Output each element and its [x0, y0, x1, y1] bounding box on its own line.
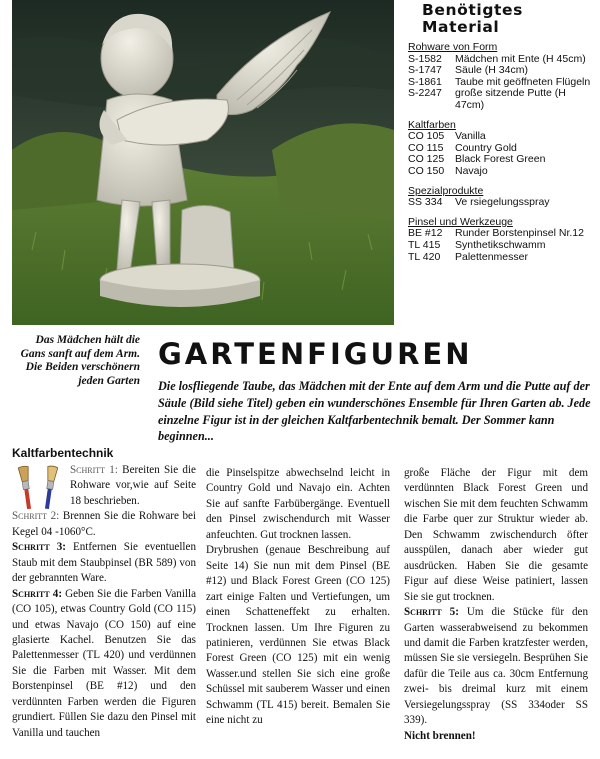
- material-item: S-1861 Taube mit geöffneten Flügeln: [408, 75, 591, 88]
- step-5: Schritt 5: Um die Stücke für den Garten wasserabweisend zu bekommen und damit die Farben kratzfester werden, müssen Sie sie versiegeln. Besprühen Sie dafür die Teile aus ca. 30cm Entfernung zwei- bis dreimal kurz mit einem Versiegelungsspray (SS 334oder SS 339).: [404, 606, 588, 727]
- material-item: BE #12 Runder Borstenpinsel Nr.12: [408, 227, 584, 240]
- material-item: S-1582 Mädchen mit Ente (H 45cm): [408, 52, 586, 65]
- closing-note: Nicht brennen!: [404, 729, 476, 742]
- step-3: Schritt 3: Entfernen Sie eventuellen Staub mit dem Staubpinsel (BR 589) von der gebrannten Ware.: [12, 541, 196, 585]
- step-4-label: Schritt 4:: [12, 587, 63, 600]
- material-item: CO 115 Country Gold: [408, 141, 517, 154]
- girl-with-goose-statue-image: [12, 0, 394, 325]
- article-title: GARTENFIGUREN: [158, 337, 473, 371]
- material-item: SS 334 Ve rsiegelungsspray: [408, 196, 550, 209]
- garden-figure-photo: [12, 0, 394, 325]
- step-4: Schritt 4: Geben Sie die Farben Vanilla (CO 105), etwas Country Gold (CO 115) und etwas Navajo (CO 150) auf eine glasierte Kachel. Benutzen Sie das Palettenmesser (TL 420) und verdünnen Sie die Farben mit Wasser. Mit dem Borstenpinsel (BE #12) und den verdünnten Farben werden die Figuren grundiert. Füllen Sie dazu den Pinsel mit Vanilla und tauchen: [12, 587, 197, 739]
- material-item: CO 125 Black Forest Green: [408, 153, 546, 166]
- body-heading: Kaltfarbentechnik: [12, 446, 114, 460]
- material-title: Benötigtes Material: [422, 1, 523, 36]
- text-column-1: [12, 463, 196, 741]
- photo-caption: Das Mädchen hält die Gans sanft auf dem Arm. Die Beiden verschönern jeden Garten: [20, 334, 140, 387]
- step-1-label: Schritt 1:: [70, 464, 118, 476]
- paragraph: Drybrushen (genaue Beschreibung auf Seite 14) Sie nun mit dem Pinsel (BE #12) und Black Forest Green (CO 125) zart einige Falten und Vertiefungen, um einen Schatteneffekt zu erhalten. Trocknen lassen. Um Ihre Figuren zu patinieren, verdünnen Sie etwas Black Forest Green (CO 125) mit ein wenig Wasser.und stellen Sie sich eine große Schüssel mit sauberem Wasser und einen Schwamm (TL 415) bereit. Bemalen Sie eine nicht zu: [206, 544, 390, 727]
- text-column-2: [206, 466, 390, 729]
- step-5-label: Schritt 5:: [404, 606, 459, 619]
- step-2-label: Schritt 2:: [12, 510, 60, 523]
- step-3-label: Schritt 3:: [12, 541, 66, 554]
- paragraph: große Fläche der Figur mit dem verdünnten Black Forest Green und wischen Sie mit dem feuchten Schwamm die Farbe quer zur Struktur wieder ab. Den Schwamm zwischendurch öfter ausspülen, danach aber wieder gut ausdrücken. Haben Sie die gesamte Figur auf diese Weise patiniert, lassen Sie sie gut trocknen.: [404, 467, 588, 603]
- material-item: S-2247 große sitzende Putte (H 47cm): [408, 87, 566, 111]
- section-heading-rohware: Rohware von Form: [408, 41, 498, 53]
- section-heading-pinsel: Pinsel und Werkzeuge: [408, 215, 513, 228]
- section-heading-kaltfarben: Kaltfarben: [408, 118, 456, 131]
- paragraph: die Pinselspitze abwechselnd leicht in Country Gold und Navajo ein. Achten Sie auf sanfte Farbübergänge. Eventuell den Pinsel zwischendurch mit Wasser anfeuchten. Gut trocknen lassen.: [206, 467, 390, 541]
- material-item: S-1747 Säule (H 34cm): [408, 64, 528, 77]
- step-2: Schritt 2: Brennen Sie die Rohware bei Kegel 04 -1060°C.: [12, 510, 197, 538]
- step-1: Schritt 1: Bereiten Sie die Rohware vor,wie auf Seite 18 beschrieben.: [70, 464, 196, 507]
- paintbrush-icon: [12, 465, 66, 509]
- material-list: [408, 2, 596, 263]
- text-column-3: [404, 466, 588, 744]
- material-item: CO 150 Navajo: [408, 164, 488, 177]
- material-item: TL 420 Palettenmesser: [408, 250, 528, 263]
- article-intro: Die losfliegende Taube, das Mädchen mit der Ente auf dem Arm und die Putte auf der Säule (Bild siehe Titel) geben ein wunderschönes Ensemble für Ihren Garten ab. Jede einzelne Figur ist in der gleichen Kaltfarbentechnik bemalt. Der Sommer kann beginnen...: [158, 379, 591, 444]
- section-heading-spezialprodukte: Spezialprodukte: [408, 184, 484, 197]
- material-item: CO 105 Vanilla: [408, 130, 486, 143]
- material-item: TL 415 Synthetikschwamm: [408, 238, 546, 251]
